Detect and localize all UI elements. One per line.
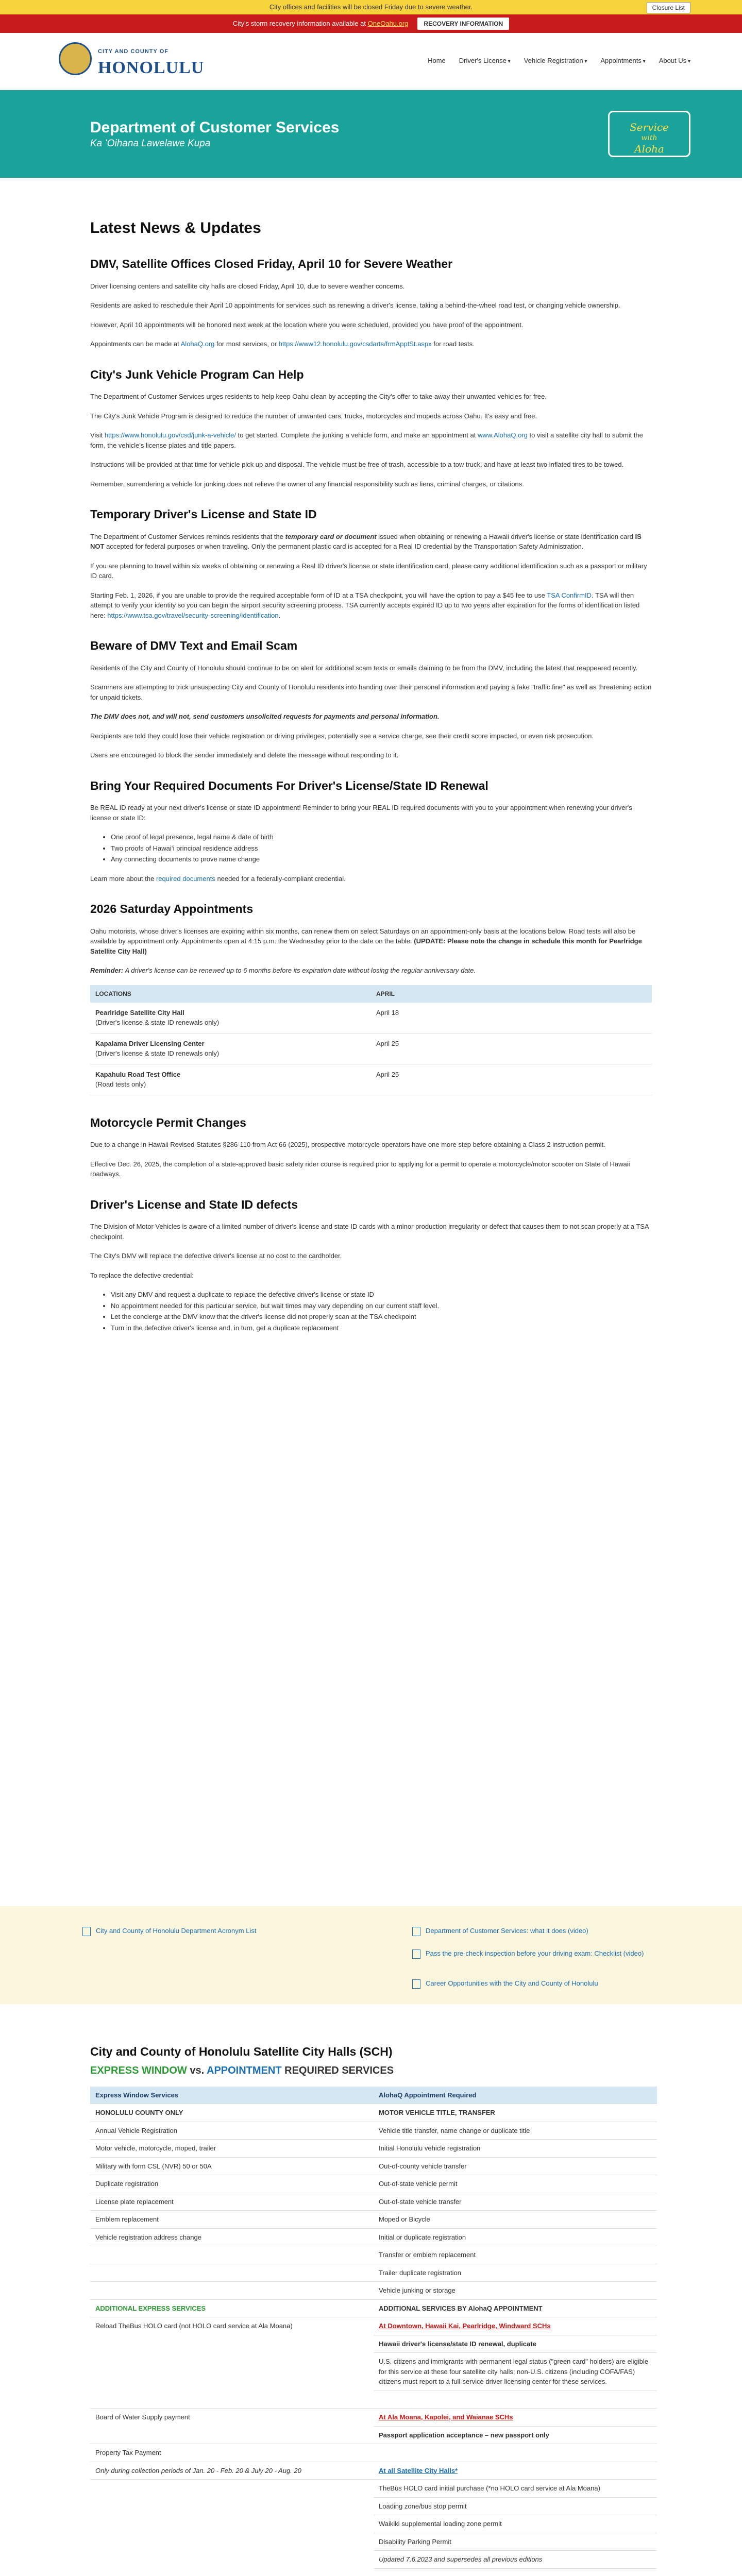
table-cell: Initial or duplicate registration — [374, 2228, 657, 2246]
quick-link-acronyms[interactable] — [82, 1926, 319, 1936]
news-section-saturday — [90, 900, 652, 1095]
news-section-real-id — [90, 777, 652, 884]
table-cell: Out-of-state vehicle permit — [374, 2175, 657, 2193]
table-cell — [90, 2282, 374, 2300]
vs-label: vs. — [190, 2064, 205, 2076]
table-row — [90, 2228, 657, 2246]
news-section-defects — [90, 1196, 652, 1333]
closure-alert-bar — [0, 0, 742, 14]
sch-title: City and County of Honolulu Satellite City Halls (SCH) — [90, 2045, 393, 2058]
text: Learn more about the — [90, 874, 155, 883]
table-row — [90, 2140, 657, 2158]
table-cell: ADDITIONAL SERVICES BY AlohaQ APPOINTMENT — [374, 2299, 657, 2317]
table-row — [90, 2515, 657, 2533]
text: to get started. Complete the junking a vehicle form, and make an appointment at — [238, 431, 476, 439]
column-header: APRIL — [371, 985, 652, 1003]
text: Oahu motorists, whose driver's licenses are expiring within six months, can renew them on select Saturdays on an appointment-only basis at the locations below. Road tests will also be available by appointment only. Appointments open at 4:15 p.m. the Wednesday prior to the date on the table. — [90, 927, 636, 945]
four-sch-link[interactable]: At Downtown, Hawaii Kai, Pearlridge, Windward SCHs — [379, 2322, 551, 2330]
table-cell: Board of Water Supply payment — [90, 2409, 374, 2444]
location-date: April 18 — [371, 1003, 652, 1033]
table-cell: Reload TheBus HOLO card (not HOLO card service at Ala Moana) — [90, 2317, 374, 2409]
table-cell — [90, 2533, 374, 2551]
table-cell: U.S. citizens and immigrants with permanent legal status ("green card" holders) are eligible for this service at these four satellite city halls; non-U.S. citizens (including COFA/FAS) citizens must report to a full-service driver licensing center for these services. — [374, 2353, 657, 2391]
table-cell: Out-of-state vehicle transfer — [374, 2193, 657, 2211]
quick-link-careers[interactable] — [412, 1978, 649, 1989]
closure-list-button[interactable]: Closure List — [647, 2, 690, 13]
table-cell — [90, 1064, 371, 1095]
text: accepted for federal purposes or when traveling. Only the permanent plastic card is accepted for a Real ID credential by the Transportation Safety Administration. — [106, 543, 584, 550]
briefcase-icon — [412, 1979, 420, 1989]
alohaq-link-2[interactable]: www.AlohaQ.org — [478, 431, 528, 439]
quick-link-label: Pass the pre-check inspection before your driving exam: Checklist (video) — [426, 1950, 644, 1957]
logo-small-text[interactable]: CITY AND COUNTY OF — [98, 48, 168, 55]
text: needed for a federally-compliant credential. — [217, 874, 346, 883]
hero-title: Department of Customer Services — [90, 119, 340, 136]
paragraph: Residents are asked to reschedule their April 10 appointments for services such as renewing a driver's license, taking a behind-the-wheel road test, or changing vehicle ownership. — [90, 301, 620, 309]
paragraph: The City's Junk Vehicle Program is designed to reduce the number of unwanted cars, trucks, motorcycles and mopeds across Oahu. It's easy and free. — [90, 412, 537, 420]
required-documents-link[interactable]: required documents — [156, 874, 215, 883]
service-with-aloha-logo — [608, 111, 690, 157]
table-row — [90, 1003, 652, 1033]
table-cell: Vehicle registration address change — [90, 2228, 374, 2246]
news-section-closure — [90, 255, 652, 349]
text: temporary card or document — [285, 532, 377, 540]
location-name: Kapalama Driver Licensing Center — [95, 1039, 205, 1047]
table-cell: Initial Honolulu vehicle registration — [374, 2140, 657, 2158]
paragraph — [90, 430, 652, 450]
paragraph — [90, 590, 652, 621]
paragraph: Scammers are attempting to trick unsuspecting City and County of Honolulu residents into handing over their personal information and paying a fake "traffic fine" as well as threatening action for unpaid tickets. — [90, 683, 652, 701]
table-cell — [90, 2246, 374, 2264]
section-title: Temporary Driver's License and State ID — [90, 507, 317, 521]
location-detail: (Driver's license & state ID renewals only) — [95, 1019, 220, 1026]
closure-alert-text: City offices and facilities will be closed Friday due to severe weather. — [269, 3, 473, 11]
table-cell: Loading zone/bus stop permit — [374, 2497, 657, 2515]
table-cell: Duplicate registration — [90, 2175, 374, 2193]
location-detail: (Road tests only) — [95, 1080, 146, 1088]
table-cell: Motor vehicle, motorcycle, moped, trailer — [90, 2140, 374, 2158]
section-title: Motorcycle Permit Changes — [90, 1115, 246, 1129]
text: to visit a satellite city hall to submit the form, the vehicle's license plates and title papers. — [90, 431, 643, 449]
video-icon — [412, 1950, 420, 1959]
table-cell: Annual Vehicle Registration — [90, 2122, 374, 2140]
menu-drivers-license[interactable]: Driver's License ▾ — [459, 56, 511, 66]
recovery-alert-text: City's storm recovery information available at — [232, 20, 366, 28]
text: Appointments can be made at — [90, 340, 179, 348]
paragraph: Be REAL ID ready at your next driver's license or state ID appointment! Reminder to bring your REAL ID required documents with you to your appointment when renewing your driver's license or state ID: — [90, 804, 632, 822]
paragraph: To replace the defective credential: — [90, 1271, 194, 1279]
location-name: Pearlridge Satellite City Hall — [95, 1008, 184, 1016]
table-cell: Passport application acceptance – new passport only — [374, 2426, 657, 2444]
badge-line-2: with — [641, 134, 657, 142]
table-row — [90, 1064, 652, 1095]
appointment-label: APPOINTMENT — [207, 2064, 282, 2076]
news-section-motorcycle — [90, 1114, 652, 1179]
paragraph: Residents of the City and County of Honolulu should continue to be on alert for additional scam texts or emails claiming to be from the DMV, including the latest that reappeared recently. — [90, 664, 638, 672]
defect-steps-list — [90, 1290, 652, 1333]
text: (UPDATE: Please note the change in schedule this month for Pearlridge Satellite City Hall) — [90, 937, 642, 955]
text: Visit — [90, 431, 103, 439]
paragraph — [90, 965, 652, 976]
location-date: April 25 — [371, 1033, 652, 1064]
text: . TSA will then attempt to verify your identity so you can begin the airport security screening process. TSA currently accepts expired ID up to two years after expiration for the forms of identification listed here: — [90, 591, 640, 619]
table-cell — [90, 2515, 374, 2533]
location-date: April 25 — [371, 1064, 652, 1095]
logo-big-text[interactable]: HONOLULU — [98, 58, 205, 77]
table-cell — [90, 2497, 374, 2515]
quick-link-label: City and County of Honolulu Department Acronym List — [96, 1927, 257, 1935]
table-row — [90, 2122, 657, 2140]
video-icon — [412, 1927, 420, 1936]
table-cell: Property Tax Payment — [90, 2444, 374, 2462]
table-row — [90, 2462, 657, 2480]
table-cell: Transfer or emblem replacement — [374, 2246, 657, 2264]
menu-appointments[interactable]: Appointments ▾ — [600, 56, 645, 66]
table-row — [90, 2211, 657, 2229]
table-row — [90, 2551, 657, 2569]
menu-vehicle-registration[interactable]: Vehicle Registration ▾ — [524, 56, 587, 66]
paragraph: If you are planning to travel within six weeks of obtaining or renewing a Real ID driver's license or state identification card, please carry additional identification such as a passport or military ID card. — [90, 562, 647, 580]
required-services-label: REQUIRED SERVICES — [284, 2064, 394, 2076]
table-cell — [90, 2480, 374, 2498]
city-seal-icon[interactable] — [59, 42, 92, 75]
paragraph: Instructions will be provided at that time for vehicle pick up and disposal. The vehicle must be free of trash, accessible to a tow truck, and have at least two inflated tires to be towed. — [90, 461, 624, 468]
table-cell: Trailer duplicate registration — [374, 2264, 657, 2282]
paragraph — [90, 874, 652, 884]
paragraph: Effective Dec. 26, 2025, the completion of a state-approved basic safety rider course is required prior to applying for a permit to operate a motorcycle/motor scooter on State of Hawaii roadways. — [90, 1160, 630, 1178]
paragraph: Due to a change in Hawaii Revised Statutes §286-110 from Act 66 (2025), prospective motorcycle operators have one more step before obtaining a Class 2 instruction permit. — [90, 1141, 605, 1148]
table-cell — [90, 1033, 371, 1064]
quick-links-band — [0, 1906, 742, 2004]
list-item: • Any connecting documents to prove name change — [111, 854, 652, 865]
all-sch-link[interactable]: At all Satellite City Halls* — [379, 2466, 458, 2475]
table-cell: License plate replacement — [90, 2193, 374, 2211]
list-item: • Let the concierge at the DMV know that the driver's license did not properly scan at the TSA checkpoint — [111, 1312, 652, 1322]
hero-banner — [0, 90, 742, 178]
paragraph: However, April 10 appointments will be honored next week at the location where you were scheduled, provided you have proof of the appointment. — [90, 320, 524, 329]
table-cell — [374, 2317, 657, 2335]
table-cell: Emblem replacement — [90, 2211, 374, 2229]
sch-section — [90, 2043, 657, 2569]
table-row — [90, 2480, 657, 2498]
paragraph: The DMV does not, and will not, send customers unsolicited requests for payments and personal information. — [90, 713, 440, 720]
text: for road tests. — [433, 340, 475, 348]
list-item: • No appointment needed for this particular service, but wait times may vary depending on our current staff level. — [111, 1301, 652, 1311]
site-header — [0, 33, 742, 90]
alohaq-link[interactable]: AlohaQ.org — [180, 340, 215, 348]
quick-link-video-csd[interactable] — [412, 1926, 649, 1936]
section-title: 2026 Saturday Appointments — [90, 902, 254, 916]
table-row — [90, 2246, 657, 2264]
table-cell: Updated 7.6.2023 and supersedes all previous editions — [374, 2551, 657, 2569]
section-title: Driver's License and State ID defects — [90, 1197, 298, 1211]
paragraph: Recipients are told they could lose their vehicle registration or driving privileges, potentially see a service charge, see their credit score impacted, or even risk prosecution. — [90, 732, 594, 740]
table-cell: HONOLULU COUNTY ONLY — [90, 2104, 374, 2122]
table-cell: Out-of-county vehicle transfer — [374, 2157, 657, 2175]
table-row — [90, 2157, 657, 2175]
news-section-scam — [90, 637, 652, 760]
table-cell — [90, 1003, 371, 1033]
recovery-alert-bar — [0, 14, 742, 33]
document-list — [90, 832, 652, 865]
express-window-label: EXPRESS WINDOW — [90, 2064, 187, 2076]
three-sch-link[interactable]: At Ala Moana, Kapolei, and Waianae SCHs — [379, 2413, 513, 2421]
table-row — [90, 2282, 657, 2300]
table-row — [90, 2444, 657, 2462]
text: Reminder: — [90, 967, 124, 974]
table-cell — [90, 2551, 374, 2569]
list-item: • One proof of legal presence, legal name & date of birth — [111, 832, 652, 842]
text: Starting Feb. 1, 2026, if you are unable to provide the required acceptable form of ID at a TSA checkpoint, you will have the option to pay a $45 fee to use — [90, 591, 545, 599]
table-cell — [374, 2462, 657, 2480]
table-cell — [374, 2444, 657, 2462]
table-cell: Only during collection periods of Jan. 20 - Feb. 20 & July 20 - Aug. 20 — [90, 2462, 374, 2480]
table-cell — [90, 2264, 374, 2282]
tsa-confirmid-link[interactable]: TSA ConfirmID — [547, 591, 592, 599]
paragraph — [90, 926, 652, 957]
table-row — [90, 2497, 657, 2515]
road-test-link[interactable]: https://www12.honolulu.gov/csdarts/frmApptSt.aspx — [278, 340, 432, 348]
paragraph: The City's DMV will replace the defective driver's license at no cost to the cardholder. — [90, 1252, 342, 1260]
location-name: Kapahulu Road Test Office — [95, 1070, 181, 1078]
table-cell: Moped or Bicycle — [374, 2211, 657, 2229]
badge-line-1: Service — [630, 121, 669, 133]
document-icon — [82, 1927, 91, 1936]
table-cell: ADDITIONAL EXPRESS SERVICES — [90, 2299, 374, 2317]
section-title: Bring Your Required Documents For Driver's License/State ID Renewal — [90, 778, 488, 792]
sch-table — [90, 2087, 657, 2569]
table-cell: Hawaii driver's license/state ID renewal, duplicate — [374, 2335, 657, 2353]
menu-about-us[interactable]: About Us ▾ — [659, 56, 690, 66]
recovery-link[interactable]: OneOahu.org — [367, 20, 409, 28]
text: A driver's license can be renewed up to 6 months before its expiration date without losing the regular anniversary date. — [125, 967, 476, 974]
quick-link-label: Department of Customer Services: what it does (video) — [426, 1927, 588, 1935]
table-row — [90, 2409, 657, 2427]
paragraph — [90, 339, 652, 349]
news-section-junk-vehicle — [90, 366, 652, 489]
saturday-table — [90, 985, 652, 1095]
table-cell — [374, 2409, 657, 2427]
table-row — [90, 2533, 657, 2551]
table-cell: Waikiki supplemental loading zone permit — [374, 2515, 657, 2533]
list-item: • Visit any DMV and request a duplicate to replace the defective driver's license or state ID — [111, 1290, 652, 1300]
paragraph — [90, 532, 652, 552]
table-row — [90, 2193, 657, 2211]
table-row — [90, 2299, 657, 2317]
quick-link-precheck[interactable] — [412, 1948, 649, 1959]
table-cell: MOTOR VEHICLE TITLE, TRANSFER — [374, 2104, 657, 2122]
column-header: LOCATIONS — [90, 985, 371, 1003]
text: . — [278, 611, 281, 619]
table-row — [90, 2104, 657, 2122]
quick-link-label: Career Opportunities with the City and County of Honolulu — [426, 1979, 598, 1987]
paragraph: Remember, surrendering a vehicle for junking does not relieve the owner of any financial responsibility such as liens, criminal charges, or citations. — [90, 480, 524, 488]
text: for most services, or — [216, 340, 277, 348]
table-cell: TheBus HOLO card initial purchase (*no HOLO card service at Ala Moana) — [374, 2480, 657, 2498]
text: The Department of Customer Services reminds residents that the — [90, 532, 283, 540]
table-row — [90, 2264, 657, 2282]
table-cell: Disability Parking Permit — [374, 2533, 657, 2551]
paragraph: Driver licensing centers and satellite city halls are closed Friday, April 10, due to severe weather concerns. — [90, 282, 405, 290]
news-content — [90, 216, 652, 1349]
list-item: • Two proofs of Hawaiʻi principal residence address — [111, 843, 652, 854]
menu-home[interactable]: Home — [428, 57, 446, 64]
text: IS NOT — [90, 532, 642, 550]
junk-vehicle-link[interactable]: https://www.honolulu.gov/csd/junk-a-vehicle/ — [104, 431, 237, 439]
main-menu — [428, 56, 690, 66]
hero-subtitle: Ka ʻOihana Lawelawe Kupa — [90, 138, 211, 149]
location-detail: (Driver's license & state ID renewals only) — [95, 1049, 220, 1057]
section-title: Beware of DMV Text and Email Scam — [90, 639, 298, 652]
paragraph: The Division of Motor Vehicles is aware of a limited number of driver's license and state ID cards with a minor production irregularity or defect that causes them to not scan properly at a TSA checkpoint. — [90, 1223, 649, 1241]
list-item: • Turn in the defective driver's license and, in turn, get a duplicate replacement — [111, 1323, 652, 1333]
table-cell: Vehicle title transfer, name change or duplicate title — [374, 2122, 657, 2140]
table-row — [90, 1033, 652, 1064]
news-section-temporary-license — [90, 505, 652, 620]
table-row — [90, 2175, 657, 2193]
column-header: AlohaQ Appointment Required — [374, 2087, 657, 2104]
table-cell: Military with form CSL (NVR) 50 or 50A — [90, 2157, 374, 2175]
sch-subtitle — [90, 2063, 657, 2078]
section-title: DMV, Satellite Offices Closed Friday, April 10 for Severe Weather — [90, 257, 453, 270]
column-header: Express Window Services — [90, 2087, 374, 2104]
table-cell: Vehicle junking or storage — [374, 2282, 657, 2300]
paragraph: The Department of Customer Services urges residents to help keep Oahu clean by accepting the City's offer to take away their unwanted vehicles for free. — [90, 393, 547, 400]
text: issued when obtaining or renewing a Hawaii driver's license or state identification card — [378, 532, 633, 540]
table-cell — [374, 2391, 657, 2409]
tsa-identification-link[interactable]: https://www.tsa.gov/travel/security-screening/identification — [107, 611, 279, 619]
badge-line-3: Aloha — [634, 143, 664, 155]
table-row — [90, 2317, 657, 2335]
page-title: Latest News & Updates — [90, 219, 261, 236]
section-title: City's Junk Vehicle Program Can Help — [90, 367, 304, 381]
paragraph: Users are encouraged to block the sender immediately and delete the message without responding to it. — [90, 751, 399, 759]
recovery-information-button[interactable]: RECOVERY INFORMATION — [417, 18, 509, 30]
